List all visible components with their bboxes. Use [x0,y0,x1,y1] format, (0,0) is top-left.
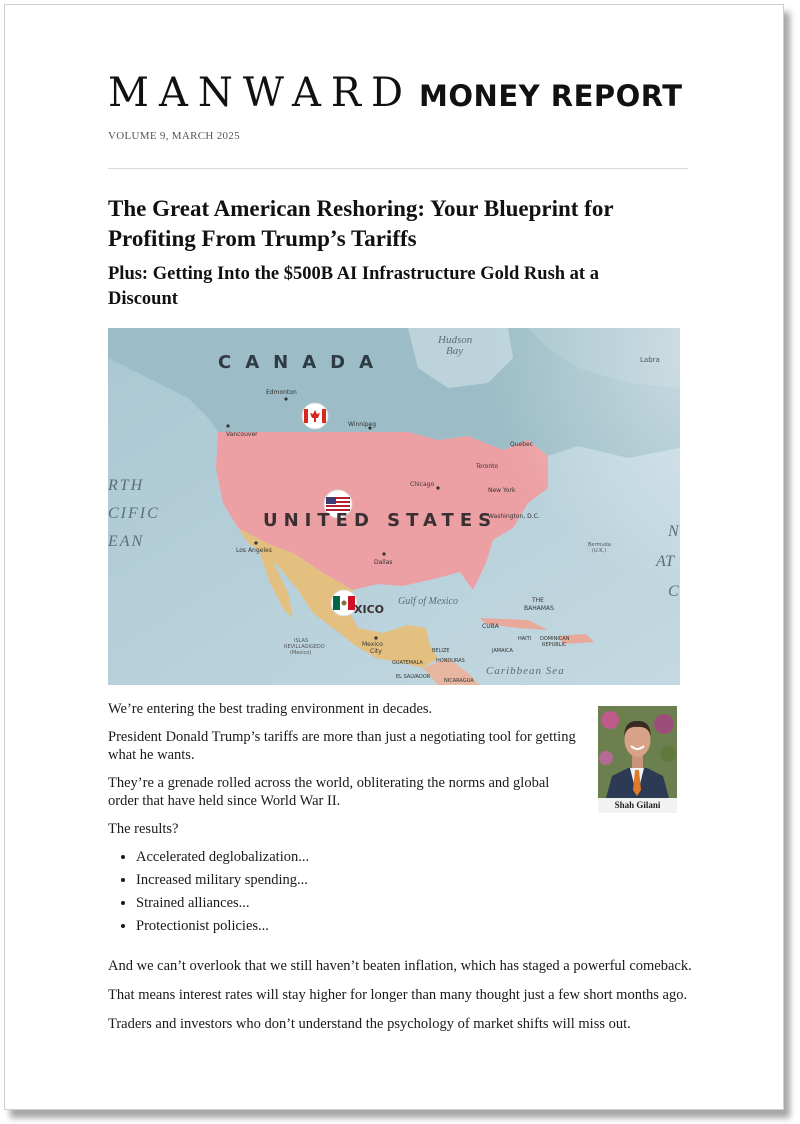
nicaragua-label: NICARAGUA [444,678,474,684]
body-paragraph: The results? [108,821,179,837]
body-paragraph: President Donald Trump’s tariffs are more than just a negotiating tool for getting what he wants. [108,729,576,763]
edmonton-label: Edmonton [266,389,297,396]
newyork-label: New York [488,487,516,494]
cuba-label: CUBA [482,623,499,630]
jamaica-label: JAMAICA [492,648,513,654]
bay-label: Bay [446,345,464,357]
header-divider [108,168,688,169]
author-card [598,706,677,813]
bermuda-label-1: Bermuda [588,542,611,548]
body-paragraph: And we can’t overlook that we still haven’t beaten inflation, which has staged a powerful comeback. [108,958,692,974]
dominican-label-1: DOMINICAN [540,636,570,642]
dallas-dot [382,552,385,555]
body-paragraph: That means interest rates will stay higher for longer than many thought just a few short months ago. [108,987,688,1003]
author-photo [598,706,677,798]
atlantic-label-2: AT [656,553,675,570]
belize-label: BELIZE [432,648,450,654]
body-paragraph: We’re entering the best trading environment in decades. [108,701,433,717]
mexico-label: XICO [354,603,384,616]
labrador-label: Labra [640,356,660,364]
results-bullet-list [108,848,583,935]
bullet-item: • Accelerated deglobalization... [136,848,583,866]
body-paragraph: They’re a grenade rolled across the world, obliterating the norms and global order that have held since World War II. [108,775,550,809]
edmonton-dot [284,397,287,400]
bermuda-label-2: (U.K.) [592,548,607,554]
brand-wordmark: MANWARD [108,70,414,116]
mexicocity-label-1: Mexico [362,641,383,648]
islas-label-3: (Mexico) [290,650,312,656]
bullet-item: • Increased military spending... [136,871,583,889]
bullet-item: • Strained alliances... [136,894,583,912]
hero-map-image [108,328,680,685]
vancouver-dot [226,424,229,427]
chicago-dot [436,486,439,489]
elsalvador-label: EL SALVADOR [396,674,431,680]
vancouver-label: Vancouver [226,431,258,438]
hudson-label: Hudson [438,334,473,346]
guatemala-label: GUATEMALA [392,660,423,666]
author-name-caption: Shah Gilani [598,798,677,813]
winnipeg-label: Winnipeg [348,421,377,428]
washington-label: Washington, D.C. [488,513,540,520]
bahamas-label-2: BAHAMAS [524,605,554,612]
pacific-label-2: CIFIC [108,505,160,522]
dominican-label-2: REPUBLIC [542,642,567,648]
subheadline: Plus: Getting Into the $500B AI Infrastructure Gold Rush at a Discount [108,264,599,309]
toronto-label: Toronto [476,463,499,470]
quebec-label: Quebec [510,441,534,448]
losangeles-dot [254,541,257,544]
honduras-label: HONDURAS [436,658,465,664]
gulf-label: Gulf of Mexico [398,596,458,607]
haiti-label: HAITI [518,636,532,642]
dallas-label: Dallas [374,559,393,566]
pacific-label-3: EAN [108,533,145,550]
masthead-subtitle: MONEY REPORT [419,79,683,113]
us-label: UNITED STATES [263,510,498,531]
headline: The Great American Reshoring: Your Blueprint for Profiting From Trump’s Tariffs [108,196,614,251]
bahamas-label-1: THE [532,597,544,604]
pacific-label-1: RTH [108,477,145,494]
bullet-item: • Protectionist policies... [136,917,583,935]
atlantic-label-1: N [668,523,679,540]
article-body [108,700,583,945]
canada-label: CANADA [218,352,388,373]
masthead [108,70,683,116]
mexicocity-dot [374,636,377,639]
issue-volume-date: VOLUME 9, MARCH 2025 [108,130,240,142]
mexicocity-label-2: City [370,648,382,655]
caribbean-label: Caribbean Sea [486,665,565,677]
body-paragraph: Traders and investors who don’t understand the psychology of market shifts will miss out. [108,1016,631,1032]
canada-flag-pin [302,403,328,429]
islas-label-1: ISLAS [294,638,309,644]
chicago-label: Chicago [410,481,435,488]
islas-label-2: REVILLAGIGEDO [284,644,325,650]
atlantic-label-3: C [668,583,679,600]
losangeles-label: Los Angeles [236,547,272,554]
